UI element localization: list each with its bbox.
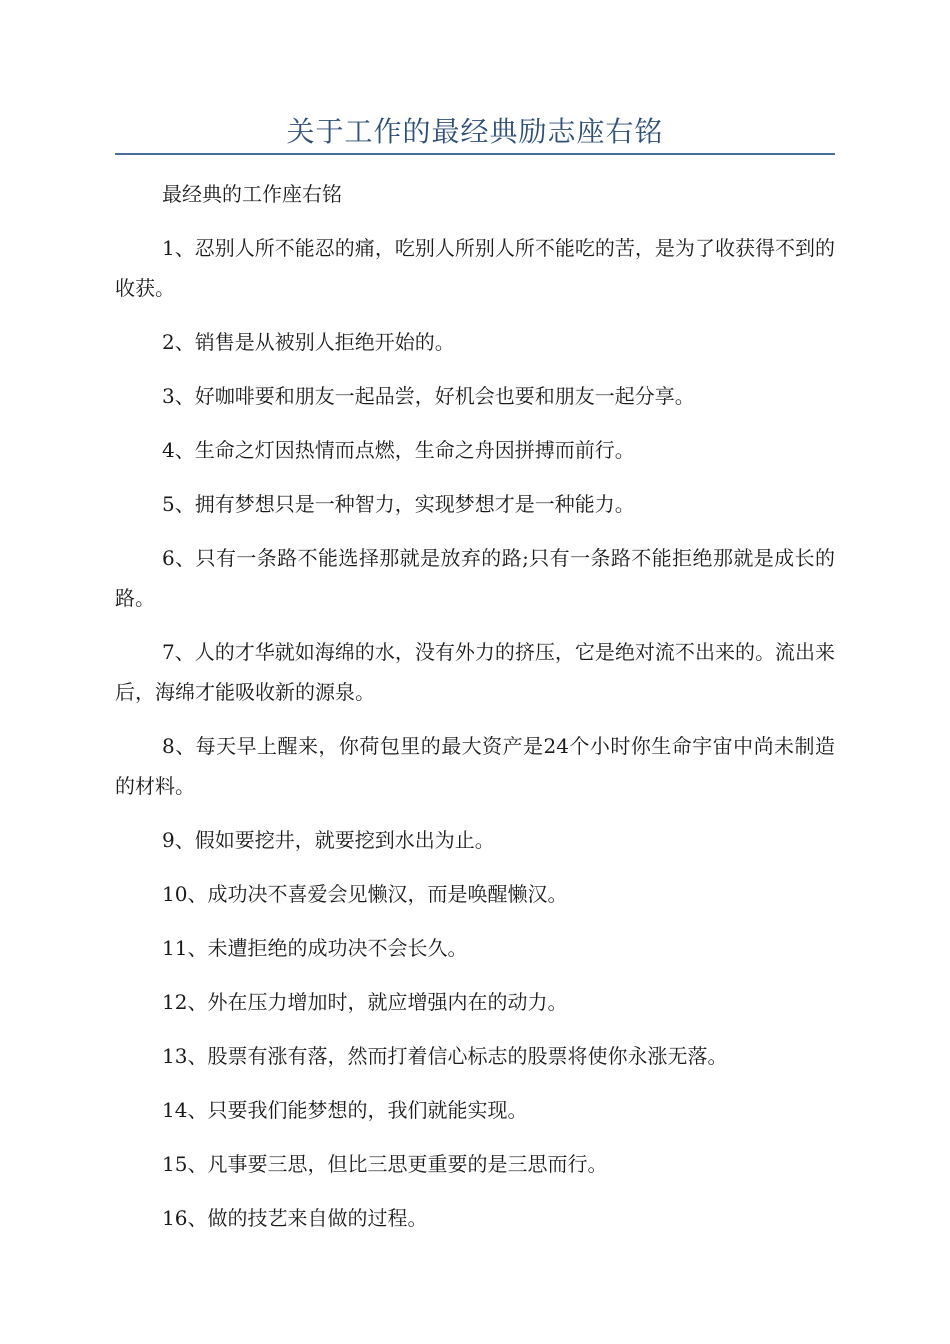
document-body <box>115 174 835 1252</box>
document-title: 关于工作的最经典励志座右铭 <box>286 115 664 148</box>
list-item: 11、未遭拒绝的成功决不会长久。 <box>162 936 468 960</box>
list-item: 3、好咖啡要和朋友一起品尝，好机会也要和朋友一起分享。 <box>162 384 695 408</box>
list-item: 15、凡事要三思，但比三思更重要的是三思而行。 <box>162 1152 608 1176</box>
list-item: 6、只有一条路不能选择那就是放弃的路;只有一条路不能拒绝那就是成长的路。 <box>115 546 835 610</box>
list-item: 10、成功决不喜爱会见懒汉，而是唤醒懒汉。 <box>162 882 568 906</box>
list-item: 1、忍别人所不能忍的痛，吃别人所别人所不能吃的苦，是为了收获得不到的收获。 <box>115 236 835 300</box>
list-item: 9、假如要挖井，就要挖到水出为止。 <box>162 828 495 852</box>
list-item: 12、外在压力增加时，就应增强内在的动力。 <box>162 990 568 1014</box>
list-item: 7、人的才华就如海绵的水，没有外力的挤压，它是绝对流不出来的。流出来后，海绵才能吸收新的源泉。 <box>115 640 835 704</box>
list-item: 8、每天早上醒来，你荷包里的最大资产是24个小时你生命宇宙中尚未制造的材料。 <box>115 734 835 798</box>
list-item: 2、销售是从被别人拒绝开始的。 <box>162 330 455 354</box>
title-underline <box>115 153 835 155</box>
list-item: 13、股票有涨有落，然而打着信心标志的股票将使你永涨无落。 <box>162 1044 728 1068</box>
section-heading: 最经典的工作座右铭 <box>162 182 342 206</box>
list-item: 4、生命之灯因热情而点燃，生命之舟因拼搏而前行。 <box>162 438 635 462</box>
list-item: 5、拥有梦想只是一种智力，实现梦想才是一种能力。 <box>162 492 635 516</box>
list-item: 14、只要我们能梦想的，我们就能实现。 <box>162 1098 528 1122</box>
list-item: 16、做的技艺来自做的过程。 <box>162 1206 428 1230</box>
